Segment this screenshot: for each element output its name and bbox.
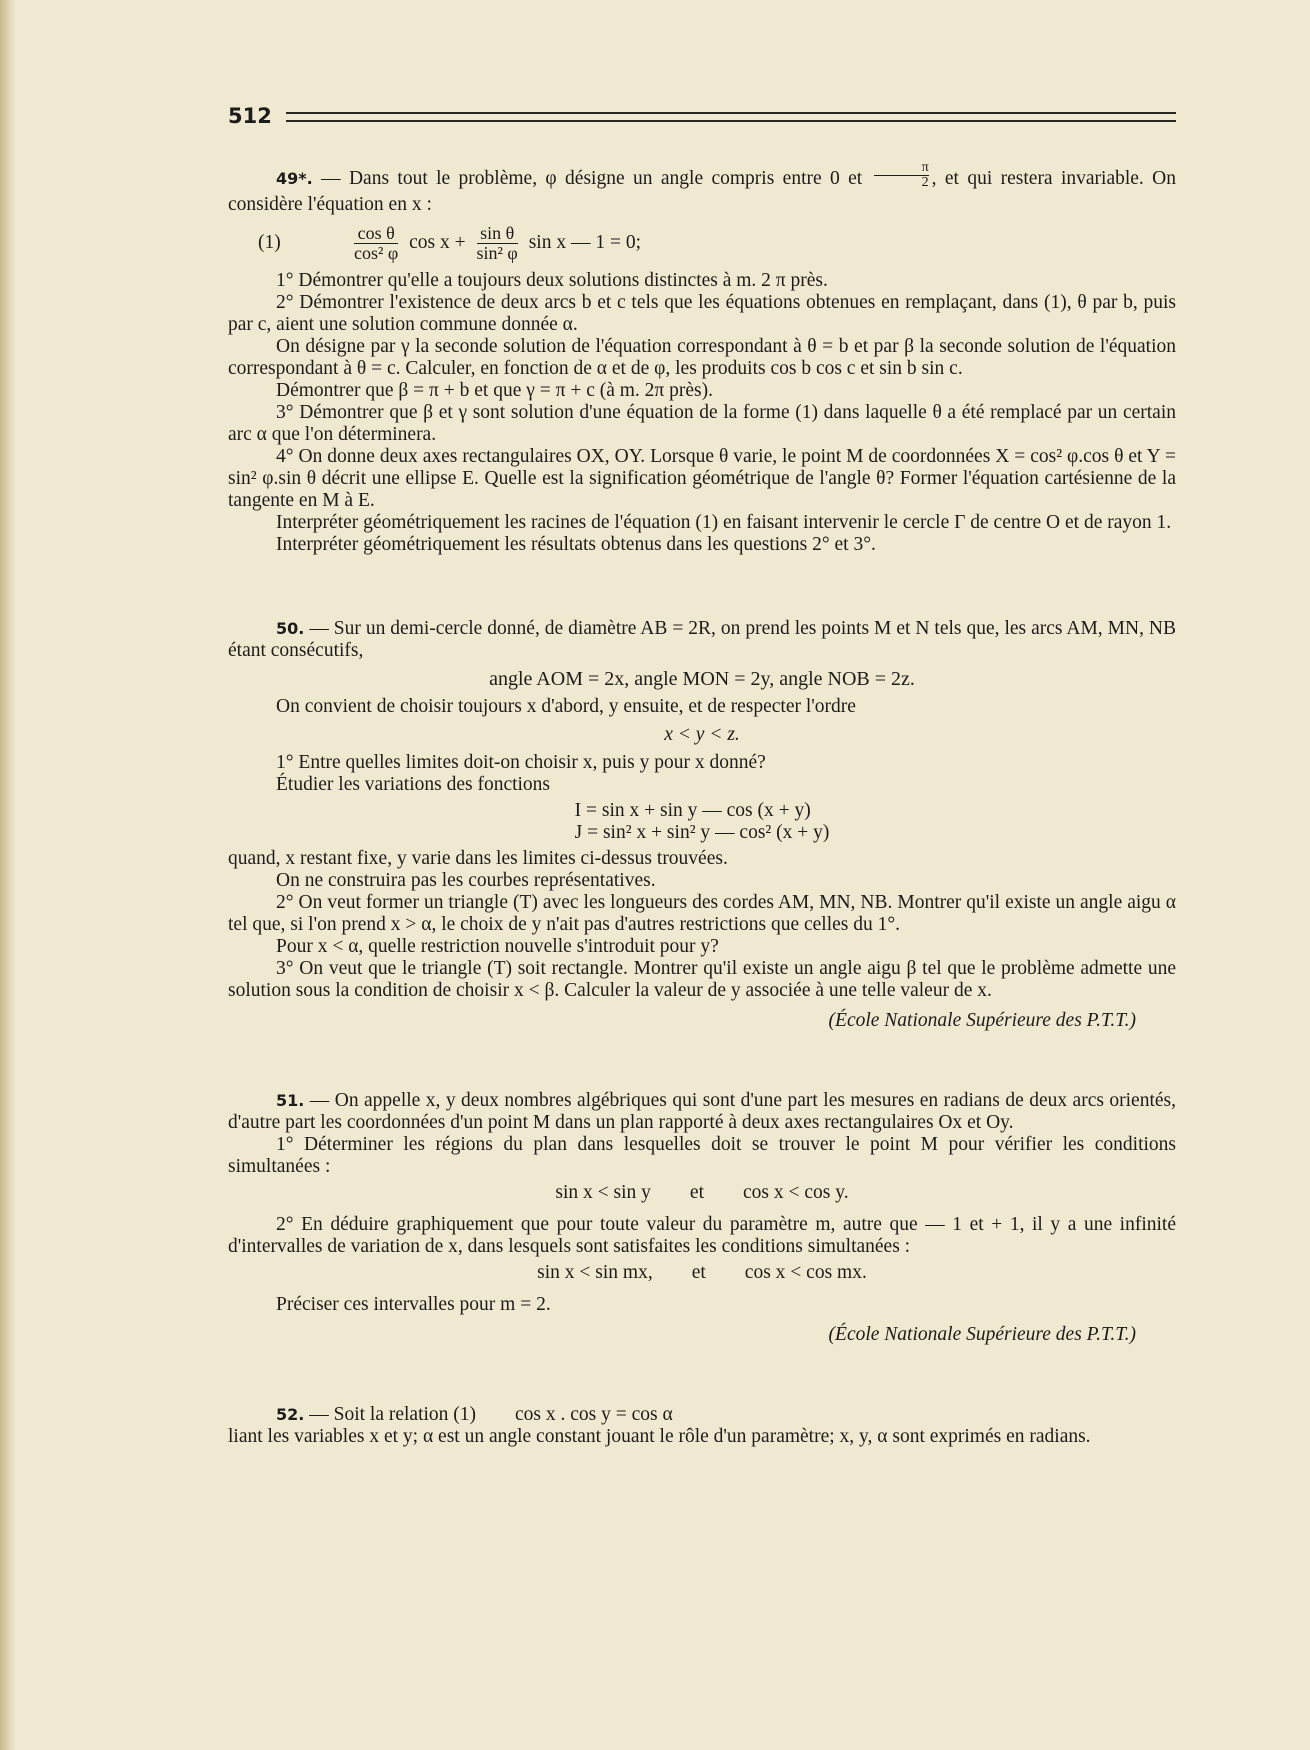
page-number: 512 <box>228 104 272 128</box>
question-text: Étudier les variations des fonctions <box>276 774 551 795</box>
problem-52 <box>228 1404 1176 1448</box>
problem-52-intro: 52. — Soit la relation (1) cos x . cos y = cos α <box>276 1404 673 1425</box>
question-text: Interpréter géométriquement les résultats obtenus dans les questions 2° et 3°. <box>276 534 876 555</box>
question-text: Pour x < α, quelle restriction nouvelle s'introduit pour y? <box>276 936 719 957</box>
problem-number: 52. <box>276 1405 305 1424</box>
equation-label: (1) <box>258 232 281 253</box>
source-citation: (École Nationale Supérieure des P.T.T.) <box>828 1010 1136 1031</box>
source-citation: (École Nationale Supérieure des P.T.T.) <box>828 1324 1136 1345</box>
question-text: quand, x restant fixe, y varie dans les limites ci-dessus trouvées. <box>228 848 728 869</box>
page-edge <box>0 0 16 1750</box>
problem-number: 49*. <box>276 168 313 188</box>
question-text: On désigne par γ la seconde solution de l'équation correspondant à θ = b et par β la seconde solution de l'équation correspondant à θ = c. Calculer, en fonction de α et de φ, les produits cos b cos c et sin b sin c. <box>228 336 1176 379</box>
question-text: On ne construira pas les courbes représentatives. <box>276 870 656 891</box>
function-J: J = sin² x + sin² y — cos² (x + y) <box>574 822 830 843</box>
condition-2: sin x < sin mx, et cos x < cos mx. <box>537 1262 867 1283</box>
problem-49-intro: 49*. — Dans tout le problème, φ désigne un angle compris entre 0 et $\frac{\pi}{2}$ , et qui restera invariable. On considère l'équation en x : <box>228 160 1177 215</box>
problem-49 <box>228 160 1177 556</box>
fraction-cos: $\frac{\text{cos θ}}{\text{cos² φ}}$ <box>354 222 399 263</box>
equation-1 <box>228 220 1176 266</box>
question-text: liant les variables x et y; α est un angle constant jouant le rôle d'un paramètre; x, y, α sont exprimés en radians. <box>228 1426 1091 1447</box>
problem-number: 50. <box>276 619 305 638</box>
angles-equation: angle AOM = 2x, angle MON = 2y, angle NOB = 2z. <box>489 668 915 690</box>
function-I: I = sin x + sin y — cos (x + y) <box>574 800 811 821</box>
question-text: Préciser ces intervalles pour m = 2. <box>276 1294 551 1315</box>
problem-51 <box>228 1090 1176 1346</box>
question-text: Interpréter géométriquement les racines de l'équation (1) en faisant intervenir le cercle Γ de centre O et de rayon 1. <box>276 512 1172 533</box>
question-text: 1° Déterminer les régions du plan dans lesquelles doit se trouver le point M pour vérifier les conditions simultanées : <box>228 1134 1176 1177</box>
fraction-sin: $\frac{\text{sin θ}}{\text{sin² φ}}$ <box>476 222 518 263</box>
pi-over-2-fraction: $\frac{\pi}{2}$ <box>874 161 929 190</box>
problem-51-intro: 51. — On appelle x, y deux nombres algébriques qui sont d'une part les mesures en radians de deux arcs orientés, d'autre part les coordonnées d'un point M dans un plan rapporté à deux axes rectangulaires Ox et Oy. <box>228 1090 1176 1133</box>
question-text: 4° On donne deux axes rectangulaires OX, OY. Lorsque θ varie, le point M de coordonnées X = cos² φ.cos θ et Y = sin² φ.sin θ décrit une ellipse E. Quelle est la signification géométrique de l'angle θ? Former l'équation cartésienne de la tangente en M à E. <box>228 446 1176 511</box>
equation-body: $\frac{\text{cos θ}}{\text{cos² φ}}$ cos x + $\frac{\text{sin θ}}{\text{sin² φ}}$ sin x — 1 = 0; <box>354 222 641 263</box>
question-text: 2° On veut former un triangle (T) avec les longueurs des cordes AM, MN, NB. Montrer qu'il existe un angle aigu α tel que, si l'on prend x > α, le choix de y n'ait pas d'autres restrictions que celles du 1°. <box>228 892 1176 935</box>
problem-50-intro: 50. — Sur un demi-cercle donné, de diamètre AB = 2R, on prend les points M et N tels que, les arcs AM, MN, NB étant consécutifs, <box>228 618 1176 661</box>
function-system <box>228 800 1176 844</box>
problem-50 <box>228 618 1176 1032</box>
question-text: 3° Démontrer que β et γ sont solution d'une équation de la forme (1) dans laquelle θ a été remplacé par un certain arc α que l'on déterminera. <box>228 402 1176 445</box>
question-text: Démontrer que β = π + b et que γ = π + c (à m. 2π près). <box>276 380 713 401</box>
question-text: 3° On veut que le triangle (T) soit rectangle. Montrer qu'il existe un angle aigu β tel que le problème admette une solution sous la condition de choisir x < β. Calculer la valeur de y associée à une telle valeur de x. <box>228 958 1176 1001</box>
question-text: 2° Démontrer l'existence de deux arcs b et c tels que les équations obtenues en remplaçant, dans (1), θ par b, puis par c, aient une solution commune donnée α. <box>228 292 1176 335</box>
page-header <box>228 104 1176 134</box>
question-text: On convient de choisir toujours x d'abord, y ensuite, et de respecter l'ordre <box>276 696 856 717</box>
condition-1: sin x < sin y et cos x < cos y. <box>555 1182 849 1203</box>
header-rule <box>286 112 1176 122</box>
page-content <box>228 160 1177 1448</box>
question-text: 1° Entre quelles limites doit-on choisir x, puis y pour x donné? <box>276 752 766 773</box>
question-text: 2° En déduire graphiquement que pour toute valeur du paramètre m, autre que — 1 et + 1, il y a une infinité d'intervalles de variation de x, dans lesquels sont satisfaites les conditions simultanées : <box>228 1214 1176 1257</box>
question-text: 1° Démontrer qu'elle a toujours deux solutions distinctes à m. 2 π près. <box>276 270 828 291</box>
order-inequality: x < y < z. <box>664 724 740 745</box>
problem-number: 51. <box>276 1091 305 1110</box>
